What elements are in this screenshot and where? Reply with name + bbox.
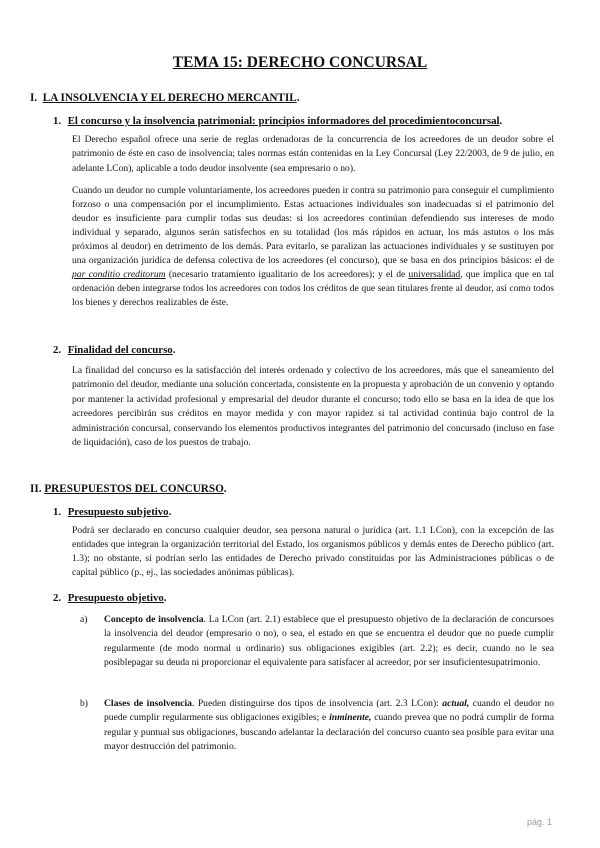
term-concepto-insolvencia: Concepto de insolvencia (104, 614, 204, 625)
subsection-number: 2. (53, 592, 62, 604)
list-marker: a) (80, 614, 88, 625)
term-universalidad: universalidad (408, 269, 461, 280)
subsection-number: 2. (53, 344, 62, 356)
list-item: b) Clases de insolvencia. Pueden distinguirse dos tipos de insolvencia (art. 2.3 LCon): actual, cuando el deudor no puede cumplir regularmente sus obligaciones exigibles; e inminente, cuando prevea que no podrá cumplir de forma regular y puntual sus obligaciones, buscando adelantar la declaración del concurso cuanto sea posible para evitar una mayor destrucción del patrimonio. (80, 698, 555, 753)
list-marker: b) (80, 698, 88, 709)
paragraph: La finalidad del concurso es la satisfacción del interés ordenado y colectivo de los acreedores, más que el saneamiento del patrimonio del deudor, mediante una solución concertada, consistente en la propuesta y aprobación de un convenio y optando por mantener la actividad profesional y empresarial del deudor durante el concurso; todo ello se basa en la idea de que los acreedores percibirán sus créditos en mayor medida y con mayor rapidez si tal actividad continúa bajo control de la administración concursal, conservando los elementos productivos integrantes del patrimonio del concursado (incluso en fase de liquidación), caso de los puestos de trabajo. (72, 365, 554, 449)
section-heading-1: I. LA INSOLVENCIA Y EL DERECHO MERCANTIL. (30, 92, 300, 104)
subsection-number: 1. (53, 506, 62, 518)
section-heading-2: II. PRESUPUESTOS DEL CONCURSO. (30, 483, 227, 495)
page-number: pág. 1 (526, 817, 552, 827)
subsection-heading-1-2: 2. Finalidad del concurso. (53, 344, 176, 356)
subsection-heading-2-2: 2. Presupuesto objetivo. (53, 592, 167, 604)
paragraph: Cuando un deudor no cumple voluntariamente, los acreedores pueden ir contra su patrimonio para conseguir el cumplimiento forzoso o una compensación por el incumplimiento. Estas actuaciones individuales son inadecuadas si el patrimonio del deudor es insuficiente para cumplir todas sus deudas: si los acreedores continúan defendiendo sus intereses de modo individual y separado, algunos serán satisfechos en su totalidad (los más rápidos en actuar, los más astutos o los más próximos al deudor) en detrimento de los demás. Para evitarlo, se paralizan las actuaciones individuales y se sustituyen por una organización jurídica de defensa colectiva de los acreedores (el concurso), que se basa en dos principios básicos: el de par conditio creditorum (necesario tratamiento igualitario de los acreedores); y el de universalidad, que implica que en tal ordenación deben integrarse todos los acreedores con todos los créditos de que sean titulares frente al deudor, así como todos los bienes y derechos realizables de éste. (72, 185, 555, 308)
section-number: II. (30, 483, 42, 495)
term-actual: actual, (442, 698, 470, 709)
subsection-heading-1-1: 1. El concurso y la insolvencia patrimonial: principios informadores del procedimientoconcursal. (53, 115, 503, 127)
subsection-number: 1. (53, 115, 62, 127)
term-clases-insolvencia: Clases de insolvencia (104, 698, 192, 709)
section-label: PRESUPUESTOS DEL CONCURSO (44, 483, 224, 495)
section-number: I. (30, 92, 38, 104)
subsection-label: El concurso y la insolvencia patrimonial: principios informadores del procedimientoconcursal (67, 115, 500, 127)
list-item: a) Concepto de insolvencia. La LCon (art. 2.1) establece que el presupuesto objetivo de la declaración de concursoes la insolvencia del deudor (empresario o no), o sea, el estado en que se encuentra el deudor que no puede cumplir regularmente (de modo normal u ordinario) sus obligaciones exigibles (art. 2.2); es decir, cuando no le sea posiblepagar su deuda ni proporcionar el equivalente para satisfacer al acreedor, por ser insuficientesupatrimonio. (80, 614, 554, 669)
paragraph: Podrá ser declarado en concurso cualquier deudor, sea persona natural o jurídica (art. 1.1 LCon), con la excepción de las entidades que integran la organización territorial del Estado, los organismos públicos y demás entes de Derecho público (art. 1.3); no obstante, sí podrían serlo las entidades de Derecho privado constituidas por las Administraciones públicas o de capital público (p., ej., las sociedades anónimas públicas). (72, 525, 554, 578)
term-inminente: inminente, (329, 712, 372, 724)
paragraph: El Derecho español ofrece una serie de reglas ordenadoras de la concurrencia de los acreedores de un deudor sobre el patrimonio de éste en caso de insolvencia; tales normas están contenidas en la Ley Concursal (Ley 22/2003, de 9 de julio, en adelante LCon), aplicable a todo deudor insolvente (sea empresario o no). (72, 134, 554, 174)
term-par-conditio: par conditio creditorum (72, 269, 166, 280)
subsection-label: Finalidad del concurso (67, 344, 173, 356)
section-label: LA INSOLVENCIA Y EL DERECHO MERCANTIL (42, 92, 297, 104)
subsection-heading-2-1: 1. Presupuesto subjetivo. (53, 506, 172, 518)
subsection-label: Presupuesto subjetivo (67, 506, 169, 518)
page-title: TEMA 15: DERECHO CONCURSAL (172, 54, 428, 71)
subsection-label: Presupuesto objetivo (67, 592, 164, 604)
